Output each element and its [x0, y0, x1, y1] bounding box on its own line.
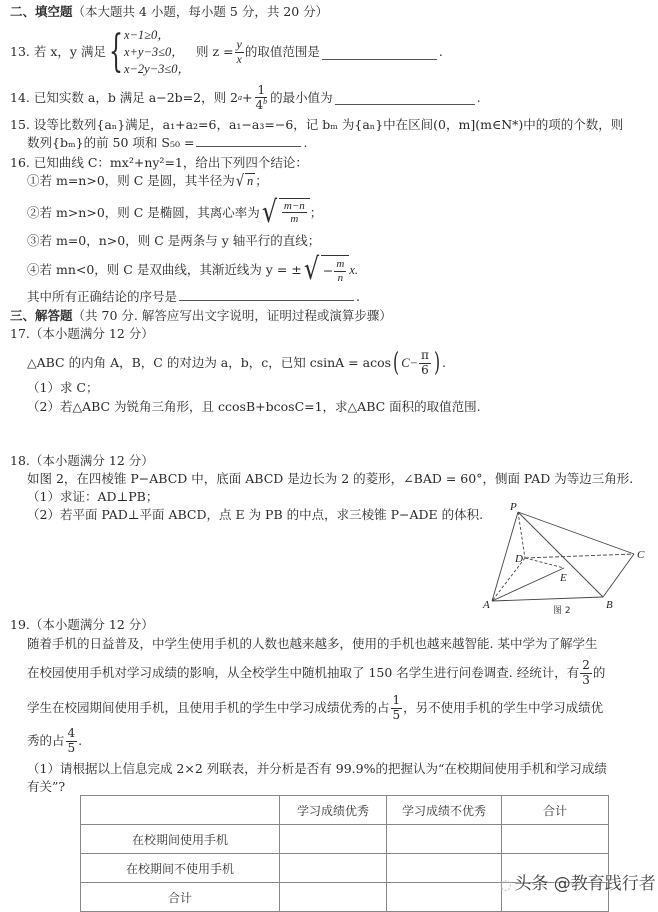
section3-heading-row [10, 310, 392, 323]
q14-number: 14. [10, 89, 30, 105]
q18-part-1: （1）求证：AD⊥PB； [27, 489, 159, 504]
q18-score: （本小题满分 12 分） [29, 453, 154, 468]
table-row: 在校期间使用手机 [81, 825, 609, 854]
table-row: 合计 [81, 883, 609, 912]
q17-stem: △ABC 的内角 A，B，C 的对边为 a，b，c，已知 csinA = acos ( C− $\frac{\pi}{6}$ ) . [27, 348, 446, 378]
q17-part-2: （2）若△ABC 为锐角三角形，且 ccosB+bcosC=1，求△ABC 面积的取值范围. [27, 399, 481, 414]
sqrt-icon: √ − $\frac{m}{n}$ [302, 255, 350, 285]
q13-ineq-3: x−2y−3≤0， [123, 61, 191, 76]
sqrt-icon: √ n [235, 171, 254, 190]
q18-stem: 如图 2，在四棱锥 P−ABCD 中，底面 ABCD 是边长为 2 的菱形，∠BAD = 60°，侧面 PAD 为等边三角形. [27, 471, 634, 486]
table-cell-input[interactable] [280, 825, 387, 854]
question-18: 18.（本小题满分 12 分） [10, 453, 154, 468]
q13-system [124, 27, 190, 78]
q16-intro: 已知曲线 C：mx²+ny²=1，给出下列四个结论： [33, 155, 308, 170]
table-header-row: 学习成绩优秀 学习成绩不优秀 合计 [81, 796, 609, 825]
q14-tail: 的最小值为 [270, 89, 333, 105]
table-cell-input[interactable] [280, 883, 387, 912]
q16-conclusion-2: ②若 m>n>0，则 C 是椭圆，其离心率为 √ $\frac{m-n}{m}$ ； [27, 195, 323, 230]
q15-line1: 设等比数列{aₙ}满足，a₁+a₂=6，a₁−a₃=−6，记 bₘ 为{aₙ}中在区间(0，m](m∈N*)中的项的个数，则 [33, 117, 624, 132]
q13-answer-blank[interactable] [322, 58, 437, 60]
sqrt-icon: √ $\frac{m-n}{m}$ [260, 198, 310, 228]
table-cell-input[interactable] [280, 854, 387, 883]
svg-text:B: B [606, 599, 613, 611]
section2-heading: 二、填空题 [10, 4, 73, 19]
q14-answer-blank[interactable] [335, 103, 475, 105]
q14-fraction: $\frac{1}{4^b}$ [255, 82, 268, 112]
q13-number: 13. [10, 43, 30, 59]
question-19: 19.（本小题满分 12 分） [10, 617, 154, 632]
pyramid-diagram-icon [480, 500, 658, 615]
q16-conclusion-1: ①若 m=n>0，则 C 是圆，其半径为 √ n ； [27, 171, 268, 190]
q14-text: 已知实数 a，b 满足 a−2b=2，则 2 [33, 89, 238, 105]
question-15-line2: 数列{bₘ}的前 50 项和 S₅₀ = . [27, 135, 308, 150]
q16-conclusion-3: ③若 m=0，n>0，则 C 是两条与 y 轴平行的直线； [27, 233, 321, 248]
q19-line4: 秀的占 $\frac{4}{5}$ . [27, 726, 83, 755]
table-cell-input[interactable] [387, 854, 502, 883]
svg-text:P: P [510, 501, 517, 513]
q19-line3: 学生在校园期间使用手机，且使用手机的学生中学习成绩优秀的占 $\frac{1}{5}$ ，另不使用手机的学生中学习成绩优 [27, 693, 604, 722]
q19-line1: 随着手机的日益普及，中学生使用手机的人数也越来越多，使用的手机也越来越智能. 某中学为了解学生 [27, 636, 598, 651]
table-cell-input[interactable] [502, 825, 609, 854]
wechat-icon: ◌ [500, 878, 512, 893]
q13-ineq-1: x−1≥0， [123, 27, 170, 42]
contingency-table [80, 795, 609, 912]
q17-part-1: （1）求 C； [27, 380, 99, 395]
q16-answer-blank[interactable] [179, 299, 354, 301]
q16-ask: 其中所有正确结论的序号是 . [27, 289, 360, 304]
question-15 [10, 119, 623, 132]
q13-tail: 的取值范围是 [244, 43, 320, 59]
q19-part-1-line1: （1）请根据以上信息完成 2×2 列联表，并分析是否有 99.9%的把握认为“在校期间使用手机和学习成绩 [27, 761, 607, 776]
table-row: 在校期间不使用手机 [81, 854, 609, 883]
question-17: 17.（本小题满分 12 分） [10, 326, 154, 341]
section2-note: （本大题共 4 小题，每小题 5 分，共 20 分） [72, 4, 329, 19]
q16-conclusion-4: ④若 mn<0，则 C 是双曲线，其渐近线为 y = ± √ − $\frac{m}{n}$ x. [27, 252, 358, 287]
q17-score: （本小题满分 12 分） [29, 326, 154, 341]
q15-number: 15. [10, 117, 30, 132]
svg-text:E: E [560, 572, 567, 584]
section3-note: （共 70 分. 解答应写出文字说明，证明过程或演算步骤） [72, 308, 392, 323]
svg-text:C: C [637, 549, 645, 561]
table-cell-input[interactable] [387, 883, 502, 912]
q13-fraction: $\frac{y}{x}$ [236, 37, 242, 66]
figure-caption: 图 2 [553, 606, 571, 615]
q19-score: （本小题满分 12 分） [29, 617, 154, 632]
left-brace-icon: { [108, 26, 123, 77]
q13-ineq-2: x+y−3≤0， [123, 44, 184, 59]
q15-answer-blank[interactable] [196, 145, 301, 147]
question-13: 13. 若 x，y 满足 { x−1≥0， x+y−3≤0， x−2y−3≤0， 则 z = $\frac{y}{x}$ 的取值范围是 . [10, 26, 443, 77]
q13-then: 则 z = [196, 43, 234, 59]
section2-heading-row [10, 6, 328, 19]
q16-number: 16. [10, 155, 30, 170]
section3-heading: 三、解答题 [10, 308, 73, 323]
question-16 [10, 157, 308, 170]
q19-part-1-line2: 有关”? [27, 779, 66, 794]
watermark: ◌ 头条 @教育践行者 [500, 874, 656, 894]
q19-line2: 在校园使用手机对学习成绩的影响，从全校学生中随机抽取了 150 名学生进行问卷调查. 经统计，有 $\frac{2}{3}$ 的 [27, 658, 606, 687]
q13-lead: 若 x，y 满足 [33, 43, 106, 59]
q18-part-2: （2）若平面 PAD⊥平面 ABCD，点 E 为 PB 的中点，求三棱锥 P−ADE 的体积. [27, 507, 484, 522]
svg-text:D: D [515, 553, 523, 565]
svg-text:A: A [483, 599, 490, 611]
question-14: 14. 已知实数 a，b 满足 a−2b=2，则 2 a + $\frac{1}{4^b}$ 的最小值为 . [10, 82, 481, 112]
table-cell-input[interactable] [387, 825, 502, 854]
figure-2-pyramid [480, 500, 658, 618]
